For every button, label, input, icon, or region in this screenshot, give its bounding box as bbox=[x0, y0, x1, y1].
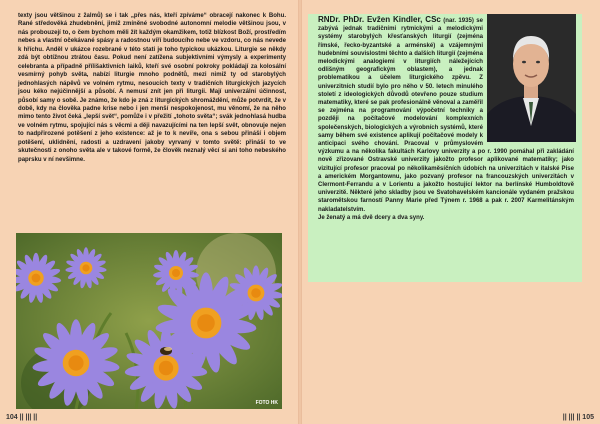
page-number-right: || ||| || 105 bbox=[562, 414, 594, 421]
author-name: RNDr. PhDr. Evžen Kindler, CSc bbox=[318, 15, 441, 24]
article-text: texty jsou většinou z žalmů) se i tak „přes nás, kteří zpíváme“ obracejí nakonec k Bohu. Rané středověká zhudebnění, jimiž zmíněné svobodné autonomní melodie většinou jsou, v nás probouzejí to, o čem bychom měli žít každým okamžikem, totiž blízkost Boží, prostředím nebes a vlastní očekávané spásy a radostnou víří budoucího nebe ve vzdoru, co nás nevede k hříchu. Anděl v ukázce rozebrané v této stati je toho typickou ukázkou. Liturgie se někdy zdá být obtížnou ztrátou času. Pokud není zatížena subjektivními výmysly a experimenty celebranta a případně přílišaktivních laiků, kteří své osobní pokroky pokládají za kolosální vesmírný pohyb světa, nabízí liturgie mnoho podnětů, mezi nimiž ty od starobylých jednohlasých nápěvů ve volném rytmu, nesoucích texty v tradičních liturgických jazycích jsou kéko nejúčinnější a působí. A nemusí znít jen při liturgii. Mají univerzální účinnost, působí samy o sobě. Je známo, že kdo je zná z liturgických shromáždění, může potvrdit, že v době, kdy na člověka padne krise nebo i jen menší nespokojenost, mu věnomí, že na něho mimo tento život čeká „lepší svět“, pomůže i v přežití „tohoto světa“; svák jednohlasá hudba ve volném rytmu, spojující nás s věcmi a ději navazujícími na ten lepší svět, obnovuje nejen to nadpřirozené potěšení z jeho existence: až je to k nevíře, ona s sebou přináší i objem potěšení, uklidnění, radosti a uzdravení jakoby vyrvaný v tomto světě: přináší to ve skutečnosti z onoho světa ale v takové formě, že člověk neznalý věcí si ani toho nebeského paprsku v ní nevšimne. bbox=[18, 13, 286, 163]
right-page bbox=[302, 0, 600, 424]
photo-credit: FOTO HK bbox=[255, 400, 278, 406]
page-number-left: 104 || ||| || bbox=[6, 414, 38, 421]
author-bio bbox=[318, 16, 574, 222]
aster-flowers-image bbox=[16, 233, 282, 409]
author-photo-image bbox=[487, 14, 576, 142]
author-birth: (nar. 1935) bbox=[443, 18, 474, 24]
author-portrait bbox=[487, 14, 576, 142]
author-family: Je ženatý a má dvě dcery a dva syny. bbox=[318, 214, 425, 221]
flower-photo bbox=[16, 233, 282, 409]
left-page bbox=[0, 0, 298, 424]
author-bio-text: se zabývá jednak tradičními rytmickými a melodickými systémy starobylých křesťanských liturgií (zejména římské, řecko-byzantské a arménské) a vzájemnými hudebními souvislostmi těchto a dalších liturgií (zejména melodickými analogiemi v liturgiích náležejících odlišným geografickým oblastem), a jednak problematikou a účelem liturgického zpěvu. Z univerzitních studií bylo pro něho v 50. letech minulého století z ideologických důvodů otevřeno pouze studium matematiky, které se pak profesionálně věnoval a zaměřil se zejména na programování výpočetní techniky a později na počítačové modelování komplexních společenských, biologických a výrobních systémů, které samy během své existence aplikují počítačové modely k anticipaci svého chování. Pracoval v průmyslovém výzkumu a na několika fakultách Karlovy univerzity a po r. 1990 pomáhal při zakládání nově zřizované Ostravské univerzity jakožto profesor aplikované matematiky; jako vizitující profesor pracoval po několikaměsíčních údobích na univerzitách v italské Pise a americkém Morgantownu, jako pozvaný profesor na francouzských univerzitách v Clermont-Ferrandu a v Lorientu a jakožto hostující lektor na berlínské Humboldtově univerzitě. Některé jeho skladby jsou ve Svatohavelském kancionále vydaném pražskou staromětskou farností Panny Marie před Týnem r. 1968 a pak r. 2007 Karmelitánským nakladatelstvím. bbox=[318, 18, 574, 213]
